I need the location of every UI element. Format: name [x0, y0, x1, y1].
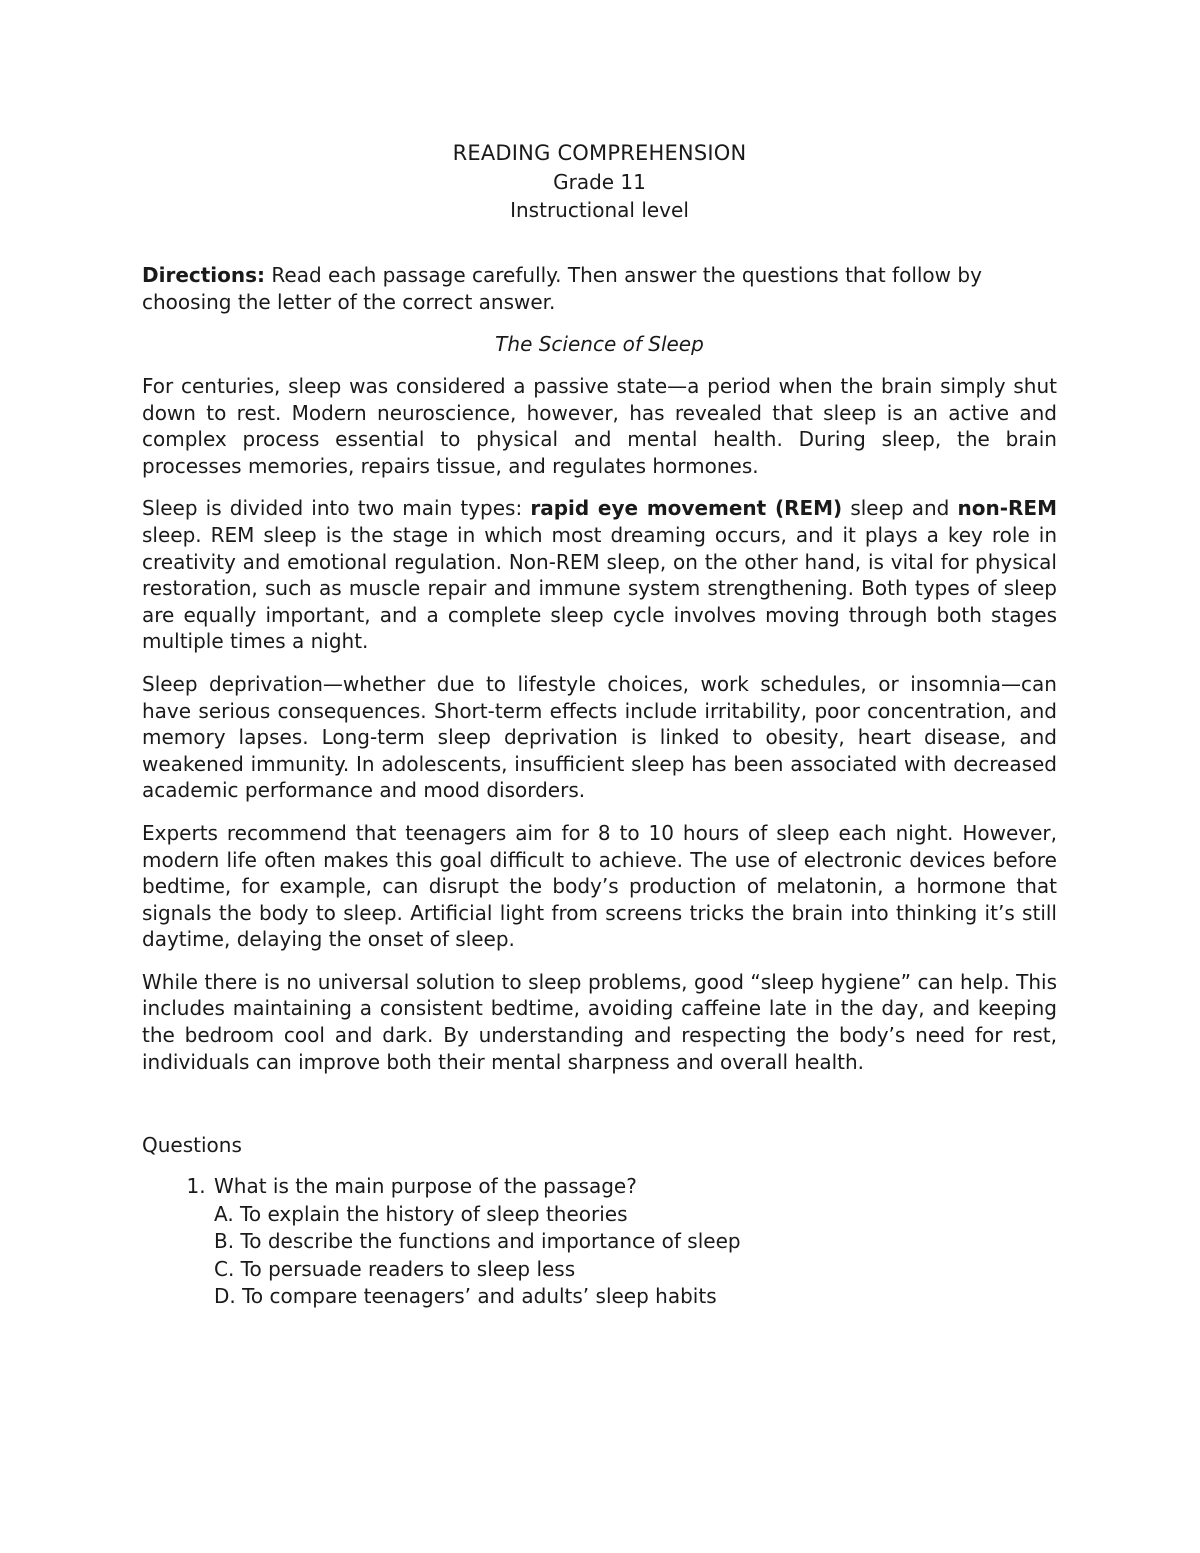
p2-text-c: sleep. REM sleep is the stage in which most dreaming occurs, and it plays a key role in creativity and emotional regulation. Non-REM sleep, on the other hand, is vital for physical restoration, such as muscle repair and immune system strengthening. Both types of sleep are equally important, and a complete sleep cycle involves moving through both stages multiple times a night.: [142, 522, 1057, 654]
p2-text-b: sleep and: [842, 496, 958, 521]
questions-heading: Questions: [142, 1133, 242, 1158]
choice-c: C. To persuade readers to sleep less: [214, 1256, 576, 1281]
choice-a: A. To explain the history of sleep theories: [214, 1201, 628, 1226]
grade-label: Grade 11: [553, 170, 646, 194]
level-label: Instructional level: [510, 198, 689, 222]
directions-text: Read each passage carefully. Then answer the questions that follow by choosing the letter of the correct answer.: [142, 263, 982, 314]
question-list: [142, 1173, 1057, 1311]
question-1: [212, 1173, 1057, 1311]
directions: [142, 262, 1057, 315]
passage-paragraph-3: Sleep deprivation—whether due to lifestyle choices, work schedules, or insomnia—can have serious consequences. Short-term effects include irritability, poor concentration, and memory lapses. Long-term sleep deprivation is linked to obesity, heart disease, and weakened immunity. In adolescents, insufficient sleep has been associated with decreased academic performance and mood disorders.: [142, 671, 1057, 803]
choice-b: B. To describe the functions and importance of sleep: [214, 1229, 741, 1254]
non-rem-term: non-REM: [957, 496, 1057, 521]
passage-paragraph-2: [142, 495, 1057, 655]
passage-paragraph-5: While there is no universal solution to sleep problems, good “sleep hygiene” can help. This includes maintaining a consistent bedtime, avoiding caffeine late in the day, and keeping the bedroom cool and dark. By understanding and respecting the body’s need for rest, individuals can improve both their mental sharpness and overall health.: [142, 969, 1057, 1074]
question-1-text: What is the main purpose of the passage?: [214, 1174, 637, 1199]
passage-paragraph-4: Experts recommend that teenagers aim for 8 to 10 hours of sleep each night. However, modern life often makes this goal difficult to achieve. The use of electronic devices before bedtime, for example, can disrupt the body’s production of melatonin, a hormone that signals the body to sleep. Artificial light from screens tricks the brain into thinking it’s still daytime, delaying the onset of sleep.: [142, 820, 1057, 952]
passage-paragraph-1: For centuries, sleep was considered a passive state—a period when the brain simply shut down to rest. Modern neuroscience, however, has revealed that sleep is an active and complex process essential to physical and mental health. During sleep, the brain processes memories, repairs tissue, and regulates hormones.: [142, 374, 1057, 478]
document-title: READING COMPREHENSION: [452, 141, 747, 165]
directions-label: Directions:: [142, 263, 266, 287]
document-page: [142, 138, 1057, 1311]
passage-title: The Science of Sleep: [495, 332, 704, 356]
choice-d: D. To compare teenagers’ and adults’ sleep habits: [214, 1284, 717, 1309]
rem-term: rapid eye movement (REM): [530, 496, 843, 521]
p2-text-a: Sleep is divided into two main types:: [142, 496, 531, 521]
